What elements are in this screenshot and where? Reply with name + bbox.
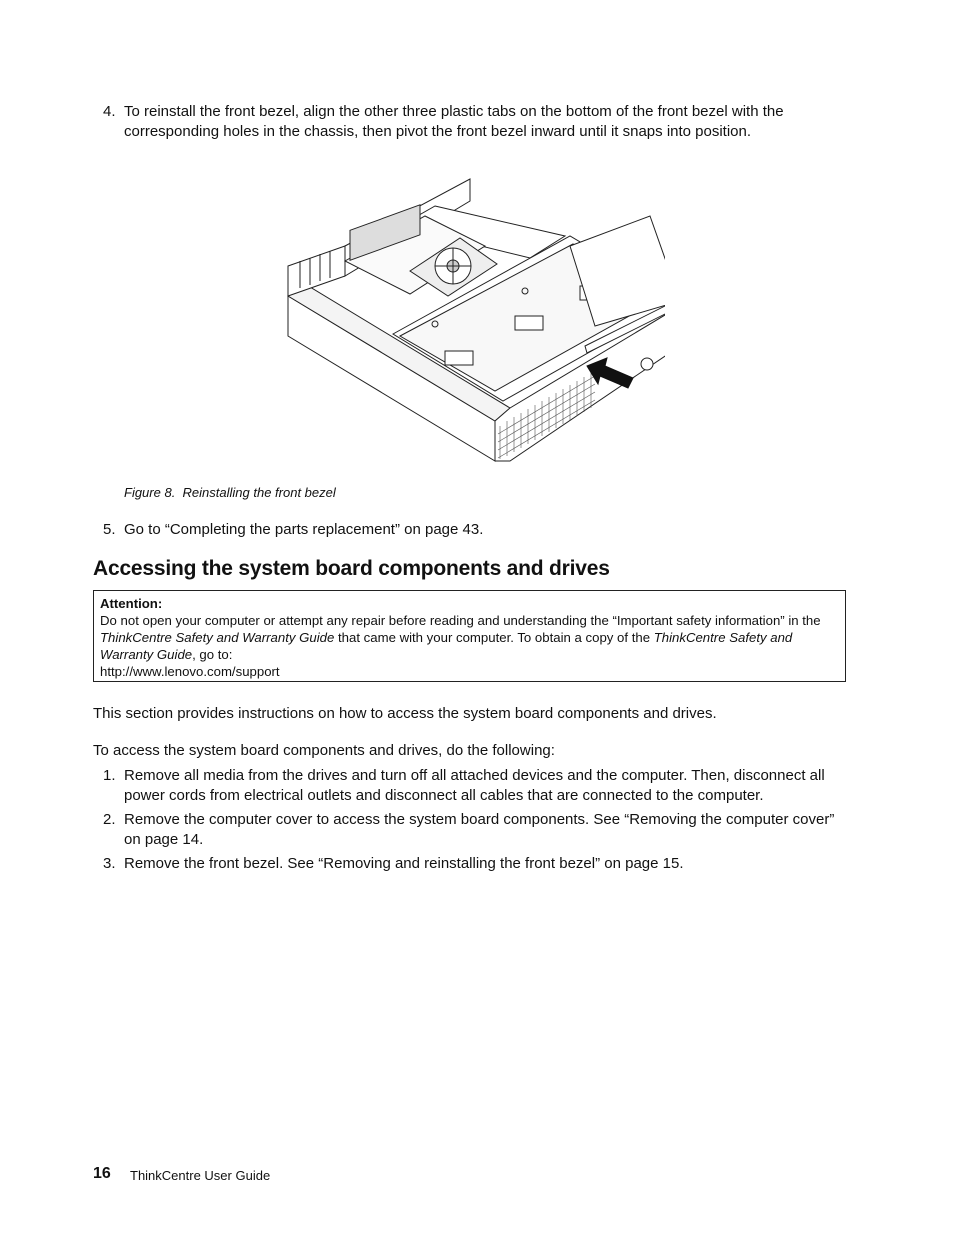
step-4 (93, 102, 845, 141)
figure-caption (124, 485, 336, 500)
support-url[interactable]: http://www.lenovo.com/support (100, 664, 280, 679)
step-3 (93, 854, 845, 874)
guide-title-2: ThinkCentre Safety and Warranty Guide (100, 630, 793, 662)
computer-chassis-illustration (285, 176, 665, 466)
step-text: Remove the computer cover to access the system board components. See “Removing the computer cover” on page 14. (124, 811, 835, 848)
step-text: To reinstall the front bezel, align the other three plastic tabs on the bottom of the front bezel with the corresponding holes in the chassis, then pivot the front bezel inward until it snaps into position. (124, 103, 784, 140)
step-number: 2. (103, 811, 116, 828)
step-text: Go to “Completing the parts replacement” on page 43. (124, 521, 484, 538)
figure-title: Reinstalling the front bezel (182, 485, 336, 500)
lead-paragraph: To access the system board components and drives, do the following: (93, 742, 555, 759)
section-heading: Accessing the system board components and drives (93, 557, 610, 580)
power-button-icon (641, 358, 653, 370)
step-number: 3. (103, 855, 116, 872)
figure-label: Figure 8. (124, 485, 176, 500)
step-1 (93, 766, 845, 805)
attention-text-2: that came with your computer. To obtain a copy of the (334, 630, 654, 645)
attention-box (93, 590, 846, 682)
guide-title-1: ThinkCentre Safety and Warranty Guide (100, 630, 335, 645)
step-5 (93, 520, 845, 540)
step-number: 5. (103, 521, 116, 538)
intro-paragraph: This section provides instructions on how to access the system board components and drives. (93, 705, 717, 722)
attention-text-1: Do not open your computer or attempt any repair before reading and understanding the “Important safety information” in the (100, 613, 821, 628)
footer-title: ThinkCentre User Guide (130, 1168, 271, 1183)
step-text: Remove the front bezel. See “Removing and reinstalling the front bezel” on page 15. (124, 855, 684, 872)
page-number: 16 (93, 1165, 111, 1182)
step-text: Remove all media from the drives and turn off all attached devices and the computer. Then, disconnect all power cords from electrical outlets and disconnect all cables that are connected to the computer. (124, 767, 825, 804)
step-2 (93, 810, 845, 849)
step-number: 1. (103, 767, 116, 784)
attention-title: Attention: (100, 596, 163, 611)
step-number: 4. (103, 103, 116, 120)
attention-text-3: , go to: (192, 647, 233, 662)
